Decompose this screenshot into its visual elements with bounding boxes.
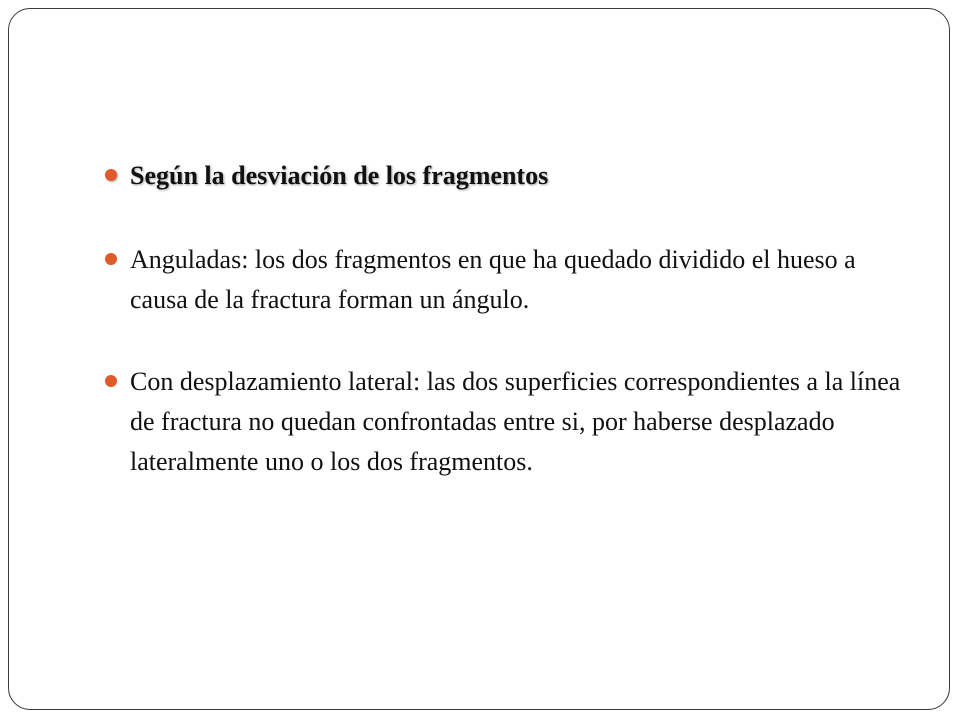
- bullet-anguladas-text: Anguladas: los dos fragmentos en que ha quedado dividido el hueso a causa de la fractura forman un ángulo.: [130, 245, 856, 314]
- heading-bullet: [102, 156, 902, 196]
- bullet-desplazamiento-lateral: [102, 362, 902, 482]
- heading-text: Según la desviación de los fragmentos: [130, 161, 549, 190]
- bullet-dot-icon: [105, 375, 117, 387]
- bullet-desplazamiento-lateral-text: Con desplazamiento lateral: las dos superficies correspondientes a la línea de fractura no quedan confrontadas entre si, por haberse desplazado lateralmente uno o los dos fragmentos.: [130, 367, 901, 476]
- bullet-list: [102, 156, 902, 482]
- bullet-dot-icon: [105, 253, 117, 265]
- bullet-dot-icon: [105, 169, 117, 181]
- bullet-anguladas: [102, 240, 902, 320]
